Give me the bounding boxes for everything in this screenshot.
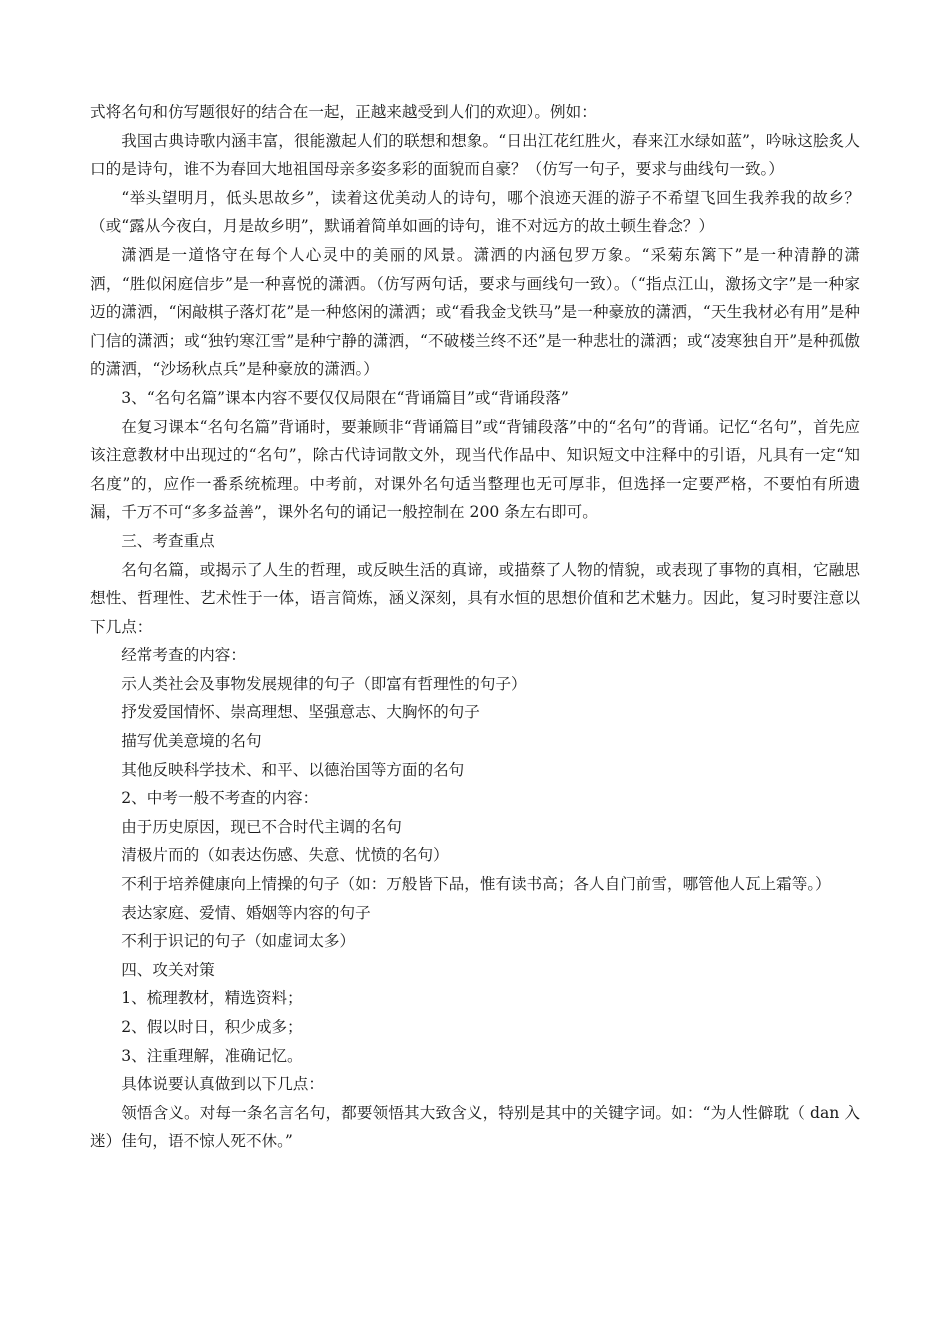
- list-item: 抒发爱国情怀、崇高理想、坚强意志、大胸怀的句子: [121, 703, 480, 722]
- section-heading: 3、“名句名篇”课本内容不要仅仅局限在“背诵篇目”或“背诵段落”: [121, 388, 569, 407]
- list-item: 由于历史原因，现已不合时代主调的名句: [121, 817, 402, 836]
- list-item: 不利于识记的句子（如虚词太多）: [121, 932, 356, 951]
- list-item: 表达家庭、爱情、婚姻等内容的句子: [121, 903, 371, 922]
- list-item: 清极片而的（如表达伤感、失意、忧愤的名句）: [121, 846, 449, 865]
- paragraph: 式将名句和仿写题很好的结合在一起，正越来越受到人们的欢迎）。例如：: [90, 103, 597, 121]
- list-item: 3、注重理解，准确记忆。: [121, 1046, 303, 1065]
- paragraph: 名句名篇，或揭示了人生的哲理，或反映生活的真谛，或描蔡了人物的情貌，或表现了事物的真相，它融思想性、哲理性、艺术性于一体，语言简炼，涵义深刻，具有水恒的思想价值和艺术魅力。因此，复习时要注意以下几点：: [90, 560, 860, 636]
- document-body: [90, 98, 860, 1156]
- section-heading: 三、考查重点: [121, 531, 215, 550]
- list-heading: 经常考查的内容：: [121, 646, 246, 665]
- list-item: 描写优美意境的名句: [121, 732, 262, 751]
- list-item: 不利于培养健康向上情操的句子（如：万般皆下品，惟有读书高；各人自门前雪，哪管他人瓦上霜等。）: [121, 875, 831, 894]
- paragraph: 领悟含义。对每一条名言名句，都要领悟其大致含义，特别是其中的关键字词。如：“为人性僻耽（ dan 入迷）佳句，语不惊人死不休。”: [90, 1103, 860, 1151]
- paragraph: 在复习课本“名句名篇”背诵时，要兼顾非“背诵篇目”或“背铺段落”中的“名句”的背诵。记忆“名句”，首先应该注意教材中出现过的“名句”，除古代诗词散文外，现当代作品中、知识短文中注释中的引语，凡具有一定“知名度”的，应作一番系统梳理。中考前，对课外名句适当整理也无可厚非，但选择一定要严格，不要怕有所遗漏，千万不可“多多益善”，课外名句的诵记一般控制在 200 条左右即可。: [90, 417, 860, 522]
- section-heading: 四、攻关对策: [121, 960, 215, 979]
- paragraph: 我国古典诗歌内涵丰富，很能激起人们的联想和想象。“日出江花红胜火，春来江水绿如蓝”，吟咏这脍炙人口的是诗句，谁不为春回大地祖国母亲多姿多彩的面貌而自豪？（仿写一句子，要求与曲线句一致。）: [90, 131, 860, 179]
- paragraph: 具体说要认真做到以下几点：: [121, 1075, 324, 1094]
- list-heading: 2、中考一般不考查的内容：: [121, 789, 319, 808]
- list-item: 示人类社会及事物发展规律的句子（即富有哲理性的句子）: [121, 674, 527, 693]
- list-item: 2、假以时日，积少成多；: [121, 1018, 303, 1036]
- list-item: 1、梳理教材，精选资料；: [121, 989, 303, 1008]
- paragraph: 潇洒是一道恪守在每个人心灵中的美丽的风景。潇洒的内涵包罗万象。“采菊东篱下”是一种清静的潇洒，“胜似闲庭信步”是一种喜悦的潇洒。（仿写两句话，要求与画线句一致）。（“指点江山，激扬文字”是一种家迈的潇洒，“闲敲棋子落灯花”是一种悠闲的潇洒；或“看我金戈铁马”是一种豪放的潇洒，“天生我材必有用”是种门信的潇洒；或“独钓寒江雪”是种宁静的潇洒，“不破楼兰终不还”是一种悲壮的潇洒；或“凌寒独自开”是种孤傲的潇洒，“沙场秋点兵”是种豪放的潇洒。）: [90, 245, 860, 379]
- paragraph: “举头望明月，低头思故乡”，读着这优美动人的诗句，哪个浪迹天涯的游子不希望飞回生我养我的故乡？（或“露从今夜白，月是故乡明”，默诵着简单如画的诗句，谁不对远方的故土顿生眷念？）: [90, 188, 860, 236]
- list-item: 其他反映科学技术、和平、以德治国等方面的名句: [121, 760, 465, 779]
